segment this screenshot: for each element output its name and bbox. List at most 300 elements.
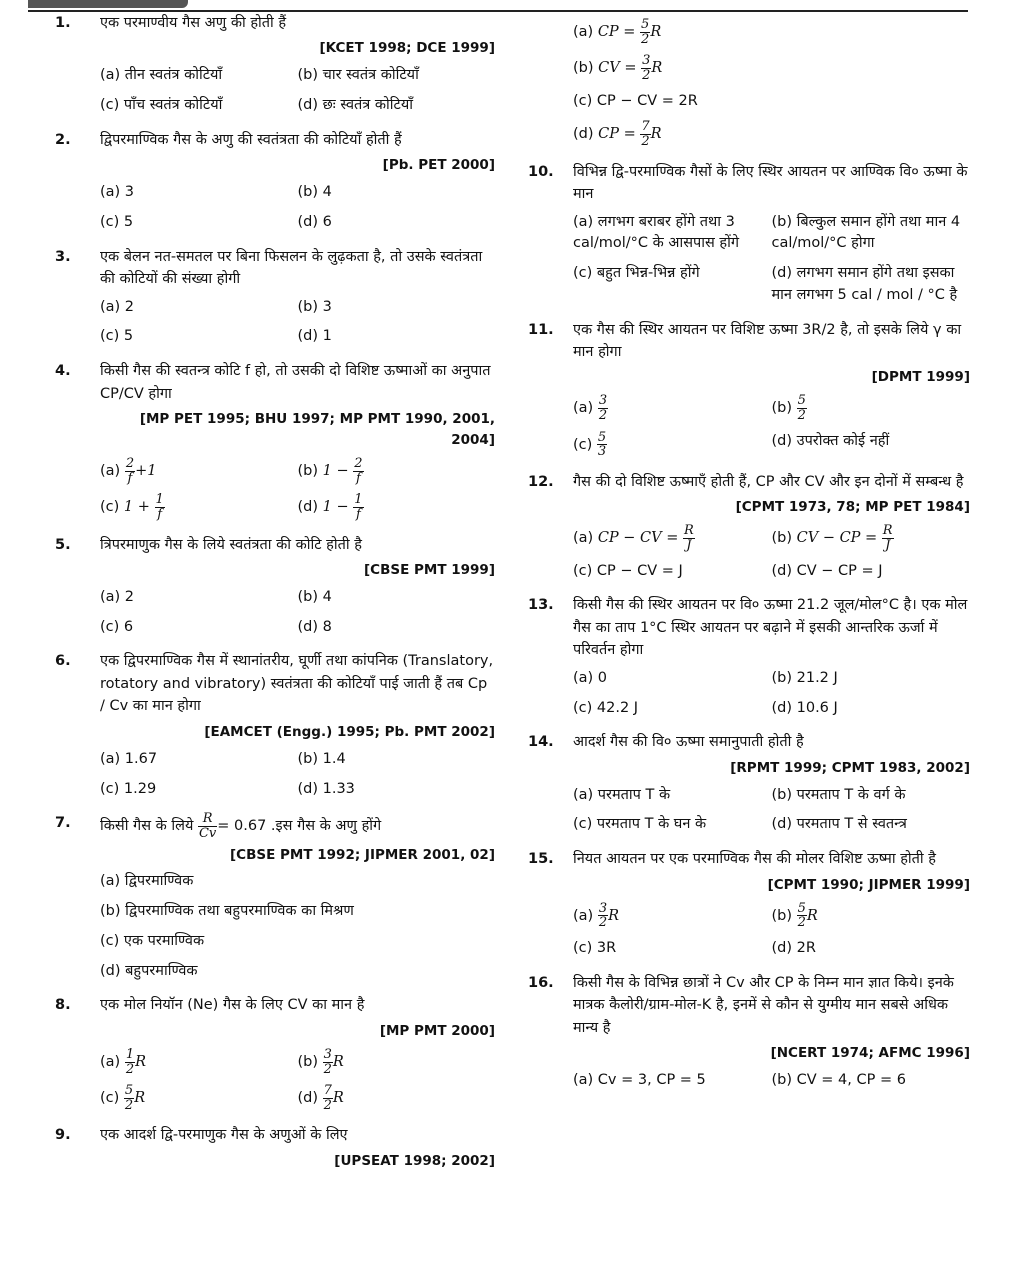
fraction-expr bbox=[125, 456, 157, 486]
fraction bbox=[597, 431, 607, 459]
option-b bbox=[573, 54, 970, 82]
question-source: [MP PET 1995; BHU 1997; MP PMT 1990, 2001, 2004] bbox=[139, 411, 495, 449]
option-d bbox=[772, 263, 971, 307]
fraction-expr bbox=[322, 492, 364, 522]
question-text: त्रिपरमाणुक गैस के लिये स्वतंत्रता की कोटि होती है bbox=[100, 536, 362, 553]
fraction bbox=[198, 812, 217, 840]
question-text: किसी गैस की स्थिर आयतन पर वि० ऊष्मा 21.2 जूल/मोल°C है। एक मोल गैस का ताप 1°C स्थिर आयतन पर बढ़ाने में इसकी आन्तरिक ऊर्जा में परिवर्तन होगा bbox=[573, 597, 968, 659]
option-d bbox=[298, 617, 496, 639]
question-17 bbox=[528, 972, 970, 1100]
denominator: 2 bbox=[125, 1061, 135, 1077]
option-label: (a) परमताप T के bbox=[573, 786, 671, 803]
fraction bbox=[797, 902, 807, 930]
option-label: (c) CP − CV = 2R bbox=[573, 92, 698, 109]
question-source: [NCERT 1974; AFMC 1996] bbox=[770, 1045, 970, 1061]
question-text: आदर्श गैस की वि० ऊष्मा समानुपाती होती है bbox=[573, 734, 804, 751]
option-label: (b) bbox=[771, 530, 793, 547]
question-text: एक बेलन नत-समतल पर बिना फिसलन के लुढ़कता है, तो उसके स्वतंत्रता की कोटियों की संख्या होगी bbox=[100, 248, 483, 288]
denominator: 2 bbox=[642, 67, 651, 83]
numerator: 5 bbox=[641, 17, 650, 32]
option-a bbox=[100, 182, 298, 204]
fraction bbox=[353, 493, 363, 521]
denominator: 2 bbox=[641, 133, 650, 149]
option-label: (c) 3R bbox=[573, 939, 617, 956]
option-b bbox=[772, 668, 971, 690]
option-d bbox=[298, 95, 496, 117]
question-number: 8. bbox=[55, 997, 71, 1014]
option-label: (a) तीन स्वतंत्र कोटियाँ bbox=[100, 67, 223, 84]
numerator: 5 bbox=[797, 900, 806, 916]
question-6 bbox=[55, 650, 495, 808]
question-source: [CBSE PMT 1992; JIPMER 2001, 02] bbox=[230, 846, 495, 863]
fraction bbox=[353, 457, 363, 485]
options bbox=[573, 524, 970, 590]
denominator: f bbox=[127, 470, 133, 486]
option-label: (a) bbox=[573, 907, 594, 924]
option-a bbox=[100, 1048, 298, 1076]
option-label: (b) 21.2 J bbox=[771, 669, 838, 686]
numerator: R bbox=[198, 812, 217, 827]
numerator: 3 bbox=[323, 1046, 332, 1062]
fraction-prefix: CV = bbox=[598, 60, 637, 77]
option-c bbox=[100, 326, 298, 348]
option-label: (c) 1.29 bbox=[100, 780, 157, 797]
option-b bbox=[298, 182, 496, 204]
fraction-suffix: R bbox=[651, 60, 663, 77]
fraction-prefix: 1 − bbox=[322, 463, 349, 480]
question-2 bbox=[55, 129, 495, 242]
numerator: 1 bbox=[125, 1046, 135, 1062]
fraction-expr bbox=[323, 1046, 344, 1077]
option-label: (c) CP − CV = J bbox=[573, 562, 683, 579]
question-number: 10. bbox=[528, 163, 554, 180]
fraction bbox=[598, 394, 608, 422]
option-label: (c) 5 bbox=[100, 214, 134, 231]
option-label: (a) 2 bbox=[100, 588, 135, 605]
options bbox=[573, 785, 970, 845]
question-8 bbox=[55, 994, 495, 1120]
options bbox=[573, 18, 970, 157]
fraction bbox=[124, 1084, 134, 1112]
option-c bbox=[100, 779, 298, 801]
question-3 bbox=[55, 246, 495, 356]
options bbox=[100, 65, 495, 125]
option-b bbox=[298, 297, 496, 319]
option-label: (d) बहुपरमाण्विक bbox=[100, 962, 198, 979]
left-column bbox=[55, 12, 495, 1176]
options bbox=[100, 182, 495, 242]
question-5 bbox=[55, 534, 495, 647]
options bbox=[100, 457, 495, 530]
option-d bbox=[298, 779, 496, 801]
fraction bbox=[640, 18, 650, 46]
option-c bbox=[100, 212, 298, 234]
fraction-prefix: 1 − bbox=[322, 499, 349, 516]
fraction-suffix: R bbox=[806, 907, 818, 924]
options bbox=[573, 394, 970, 467]
option-a bbox=[573, 524, 772, 552]
option-label: (d) उपरोक्त कोई नहीं bbox=[771, 432, 890, 449]
numerator: 5 bbox=[124, 1083, 134, 1099]
option-b bbox=[298, 457, 496, 485]
option-d bbox=[573, 120, 970, 148]
option-b bbox=[100, 901, 495, 923]
option-label: (c) bbox=[100, 1090, 120, 1107]
fraction-suffix: R bbox=[135, 1054, 147, 1071]
question-number: 12. bbox=[528, 473, 554, 490]
denominator: 3 bbox=[597, 444, 607, 460]
option-label: (c) परमताप T के घन के bbox=[573, 816, 707, 833]
fraction-prefix: CV − CP = bbox=[796, 530, 878, 547]
numerator: 5 bbox=[597, 429, 607, 445]
option-label: (a) bbox=[573, 24, 594, 41]
fraction bbox=[598, 902, 608, 930]
option-a bbox=[100, 297, 298, 319]
option-label: (a) Cv = 3, CP = 5 bbox=[573, 1071, 706, 1088]
option-c bbox=[573, 814, 772, 836]
question-number: 3. bbox=[55, 248, 71, 265]
question-source: [EAMCET (Engg.) 1995; Pb. PMT 2002] bbox=[204, 723, 495, 740]
question-source: [Pb. PET 2000] bbox=[382, 157, 495, 174]
denominator: 2 bbox=[797, 915, 806, 931]
fraction-expr bbox=[598, 393, 608, 424]
option-label: (b) बिल्कुल समान होंगे तथा मान 4 cal/mol/°C होगा bbox=[771, 213, 961, 252]
question-source: [KCET 1998; DCE 1999] bbox=[319, 40, 495, 57]
option-label: (c) bbox=[573, 436, 593, 453]
denominator: 2 bbox=[124, 1097, 134, 1113]
fraction-expr bbox=[598, 53, 663, 83]
question-source: [CBSE PMT 1999] bbox=[364, 562, 495, 579]
numerator: 7 bbox=[641, 119, 650, 135]
option-label: (d) छः स्वतंत्र कोटियाँ bbox=[297, 97, 414, 114]
denominator: 2 bbox=[797, 408, 806, 424]
question-text: किसी गैस के लिये bbox=[100, 818, 194, 835]
option-label: (c) 5 bbox=[100, 328, 134, 345]
numerator: 7 bbox=[323, 1083, 332, 1099]
question-number: 9. bbox=[55, 1127, 71, 1144]
option-b bbox=[298, 1048, 496, 1076]
question-source: [MP PMT 2000] bbox=[379, 1022, 495, 1039]
numerator: 5 bbox=[797, 393, 806, 409]
fraction bbox=[882, 524, 894, 552]
fraction bbox=[323, 1084, 333, 1112]
option-c bbox=[100, 931, 495, 953]
question-11 bbox=[528, 161, 970, 315]
numerator: 3 bbox=[598, 900, 608, 916]
question-text: एक मोल नियॉन (Ne) गैस के लिए CV का मान है bbox=[100, 997, 365, 1014]
option-label: (b) bbox=[573, 60, 594, 77]
option-label: (c) 42.2 J bbox=[573, 699, 639, 716]
option-label: (a) bbox=[573, 530, 594, 547]
question-1 bbox=[55, 12, 495, 125]
option-d bbox=[772, 561, 971, 583]
option-label: (d) 6 bbox=[297, 214, 332, 231]
fraction-expr bbox=[597, 17, 662, 47]
question-number: 5. bbox=[55, 536, 71, 553]
option-label: (b) bbox=[297, 463, 319, 480]
fraction-expr bbox=[797, 393, 807, 424]
option-label: (a) 2 bbox=[100, 298, 135, 315]
option-a bbox=[573, 18, 970, 46]
fraction-expr bbox=[323, 1083, 344, 1113]
option-d bbox=[772, 431, 971, 459]
fraction bbox=[641, 54, 651, 82]
options bbox=[573, 902, 970, 968]
option-a bbox=[573, 212, 772, 256]
fraction-suffix: +1 bbox=[135, 463, 157, 480]
denominator: 2 bbox=[323, 1061, 332, 1077]
denominator: J bbox=[885, 537, 891, 553]
option-label: (b) 3 bbox=[297, 298, 332, 315]
option-b bbox=[772, 394, 971, 422]
option-a bbox=[573, 1070, 772, 1092]
options bbox=[100, 749, 495, 809]
denominator: 2 bbox=[598, 408, 608, 424]
options bbox=[100, 871, 495, 990]
options bbox=[573, 1070, 970, 1100]
fraction-suffix: R bbox=[134, 1090, 146, 1107]
option-label: (b) 1.4 bbox=[297, 750, 346, 767]
question-text: किसी गैस की स्वतन्त्र कोटि f हो, तो उसकी दो विशिष्ट ऊष्माओं का अनुपात CP/CV होगा bbox=[100, 363, 491, 402]
option-a bbox=[100, 65, 298, 87]
option-c bbox=[100, 1084, 298, 1112]
option-a bbox=[100, 749, 298, 771]
option-label: (d) 1.33 bbox=[297, 780, 355, 797]
option-d bbox=[772, 938, 971, 960]
question-source: [DPMT 1999] bbox=[871, 369, 970, 386]
options bbox=[100, 587, 495, 647]
option-label: (d) 8 bbox=[297, 618, 332, 635]
question-text: गैस की दो विशिष्ट ऊष्माएँ होती हैं, CP और CV और इन दोनों में सम्बन्ध है bbox=[573, 473, 964, 490]
header-rule bbox=[28, 0, 968, 12]
question-text: विभिन्न द्वि-परमाण्विक गैसों के लिए स्थिर आयतन पर आण्विक वि० ऊष्मा के मान bbox=[573, 163, 968, 203]
fraction-suffix: R bbox=[332, 1090, 344, 1107]
option-label: (b) bbox=[771, 907, 793, 924]
option-c bbox=[573, 91, 970, 113]
denominator: f bbox=[355, 470, 361, 486]
option-label: (c) एक परमाण्विक bbox=[100, 932, 205, 949]
option-a bbox=[100, 457, 298, 485]
option-c bbox=[100, 617, 298, 639]
option-b bbox=[772, 785, 971, 807]
fraction-expr bbox=[597, 523, 695, 553]
denominator: 2 bbox=[641, 31, 650, 47]
fraction-prefix: CP = bbox=[597, 24, 636, 41]
fraction-suffix: R bbox=[650, 126, 662, 143]
option-label: (b) परमताप T के वर्ग के bbox=[771, 786, 906, 803]
option-label: (d) bbox=[297, 499, 319, 516]
question-16 bbox=[528, 848, 970, 967]
option-b bbox=[772, 902, 971, 930]
option-label: (d) परमताप T से स्वतन्त्र bbox=[771, 816, 907, 833]
numerator: R bbox=[882, 523, 893, 539]
options bbox=[573, 212, 970, 315]
numerator: R bbox=[683, 523, 694, 539]
question-source: [CPMT 1990; JIPMER 1999] bbox=[767, 876, 970, 893]
option-label: (a) लगभग बराबर होंगे तथा 3 cal/mol/°C के आसपास होंगे bbox=[573, 213, 740, 252]
header-tab bbox=[28, 0, 188, 8]
option-b bbox=[298, 587, 496, 609]
option-label: (b) 4 bbox=[297, 184, 332, 201]
numerator: 2 bbox=[125, 456, 135, 471]
option-label: (b) चार स्वतंत्र कोटियाँ bbox=[297, 67, 419, 84]
denominator: Cv bbox=[198, 825, 217, 841]
question-text: नियत आयतन पर एक परमाण्विक गैस की मोलर विशिष्ट ऊष्मा होती है bbox=[573, 851, 936, 868]
denominator: 2 bbox=[598, 915, 608, 931]
option-c bbox=[573, 431, 772, 459]
fraction bbox=[797, 394, 807, 422]
option-label: (b) bbox=[771, 400, 793, 417]
fraction bbox=[640, 120, 650, 148]
option-d bbox=[772, 814, 971, 836]
option-label: (a) 0 bbox=[573, 669, 608, 686]
fraction-suffix: R bbox=[650, 24, 662, 41]
option-label: (d) 2R bbox=[771, 939, 816, 956]
option-label: (a) 3 bbox=[100, 184, 135, 201]
fraction bbox=[323, 1048, 333, 1076]
option-a bbox=[100, 871, 495, 893]
question-12 bbox=[528, 319, 970, 467]
option-c bbox=[573, 938, 772, 960]
question-9 bbox=[55, 1124, 495, 1171]
question-number: 13. bbox=[528, 597, 554, 614]
fraction-expr bbox=[124, 1083, 146, 1113]
question-number: 14. bbox=[528, 734, 554, 751]
fraction-prefix: CP = bbox=[598, 126, 636, 143]
fraction-expr bbox=[125, 1046, 147, 1077]
option-c bbox=[573, 698, 772, 720]
option-label: (d) bbox=[297, 1090, 319, 1107]
option-label: (c) बहुत भिन्न-भिन्न होंगे bbox=[573, 265, 700, 282]
question-number: 7. bbox=[55, 815, 71, 832]
option-c bbox=[573, 561, 772, 583]
option-d bbox=[298, 493, 496, 521]
question-number: 2. bbox=[55, 131, 71, 148]
option-label: (a) bbox=[100, 1054, 121, 1071]
question-15 bbox=[528, 731, 970, 844]
denominator: 2 bbox=[323, 1097, 332, 1113]
option-a bbox=[573, 394, 772, 422]
fraction-expr bbox=[598, 900, 620, 931]
fraction-expr bbox=[123, 492, 165, 522]
option-b bbox=[772, 1070, 971, 1092]
question-text: एक द्विपरमाण्विक गैस में स्थानांतरीय, घूर्णी तथा कांपनिक (Translatory, rotatory and vibratory) स्वतंत्रता की कोटियाँ पाई जाती हैं तब Cp / Cv का मान होगा bbox=[100, 653, 494, 715]
option-label: (c) पाँच स्वतंत्र कोटियाँ bbox=[100, 97, 223, 114]
fraction bbox=[125, 1048, 135, 1076]
question-source: [CPMT 1973, 78; MP PET 1984] bbox=[735, 499, 970, 516]
option-a bbox=[573, 785, 772, 807]
question-text-cont: = 0.67 .इस गैस के अणु होंगे bbox=[217, 818, 382, 835]
question-number: 6. bbox=[55, 653, 71, 670]
fraction bbox=[125, 457, 135, 485]
fraction-suffix: R bbox=[332, 1054, 344, 1071]
question-number: 15. bbox=[528, 851, 554, 868]
numerator: 3 bbox=[598, 393, 608, 409]
options bbox=[573, 668, 970, 728]
question-10 bbox=[528, 18, 970, 157]
option-label: (d) CV − CP = J bbox=[771, 562, 883, 579]
question-number: 16. bbox=[528, 974, 554, 991]
options bbox=[100, 297, 495, 357]
question-source: [RPMT 1999; CPMT 1983, 2002] bbox=[730, 759, 970, 776]
question-14 bbox=[528, 594, 970, 727]
question-7 bbox=[55, 812, 495, 990]
option-label: (a) द्विपरमाण्विक bbox=[100, 873, 194, 890]
option-label: (b) CV = 4, CP = 6 bbox=[771, 1071, 906, 1088]
option-c bbox=[100, 95, 298, 117]
option-label: (b) द्विपरमाण्विक तथा बहुपरमाण्विक का मिश्रण bbox=[100, 903, 354, 920]
option-label: (d) 1 bbox=[297, 328, 332, 345]
fraction bbox=[683, 524, 695, 552]
fraction bbox=[155, 493, 165, 521]
right-column bbox=[528, 12, 970, 1104]
question-text: एक गैस की स्थिर आयतन पर विशिष्ट ऊष्मा 3R/2 है, तो इसके लिये γ का मान होगा bbox=[573, 321, 962, 360]
option-label: (a) bbox=[100, 463, 121, 480]
option-label: (b) 4 bbox=[297, 588, 332, 605]
options bbox=[100, 1048, 495, 1121]
option-d bbox=[100, 961, 495, 983]
option-c bbox=[100, 493, 298, 521]
option-d bbox=[772, 698, 971, 720]
option-a bbox=[573, 902, 772, 930]
fraction-expr bbox=[597, 429, 607, 460]
question-text: एक आदर्श द्वि-परमाणुक गैस के अणुओं के लिए bbox=[100, 1127, 348, 1144]
option-b bbox=[772, 212, 971, 256]
fraction-expr bbox=[796, 523, 894, 553]
option-label: (d) लगभग समान होंगे तथा इसका मान लगभग 5 cal / mol / °C है bbox=[771, 265, 958, 303]
fraction-expr bbox=[198, 811, 217, 841]
question-13 bbox=[528, 471, 970, 590]
option-label: (a) 1.67 bbox=[100, 750, 158, 767]
option-d bbox=[298, 1084, 496, 1112]
fraction-prefix: CP − CV = bbox=[597, 530, 679, 547]
option-b bbox=[772, 524, 971, 552]
option-b bbox=[298, 749, 496, 771]
option-label: (a) bbox=[573, 400, 594, 417]
option-d bbox=[298, 326, 496, 348]
option-label: (c) 6 bbox=[100, 618, 134, 635]
question-text: किसी गैस के विभिन्न छात्रों ने Cv और CP के निम्न मान ज्ञात किये। इनके मात्रक कैलोरी/ग्राम-मोल-K है, इनमें से कौन से युग्मीय मान सबसे अधिक मान्य है bbox=[573, 974, 954, 1036]
fraction-suffix: R bbox=[608, 907, 620, 924]
option-d bbox=[298, 212, 496, 234]
question-source: [UPSEAT 1998; 2002] bbox=[334, 1152, 495, 1169]
fraction-expr bbox=[598, 119, 662, 149]
numerator: 1 bbox=[155, 492, 164, 508]
question-number: 11. bbox=[528, 321, 554, 338]
option-label: (c) bbox=[100, 499, 120, 516]
denominator: f bbox=[157, 506, 163, 522]
question-number: 4. bbox=[55, 363, 71, 380]
option-b bbox=[298, 65, 496, 87]
option-label: (d) 10.6 J bbox=[771, 699, 838, 716]
numerator: 2 bbox=[354, 456, 363, 471]
numerator: 1 bbox=[354, 492, 363, 508]
denominator: J bbox=[686, 537, 692, 553]
option-label: (d) bbox=[573, 126, 594, 143]
option-a bbox=[573, 668, 772, 690]
fraction-expr bbox=[322, 456, 364, 486]
option-a bbox=[100, 587, 298, 609]
question-text: एक परमाण्वीय गैस अणु की होती हैं bbox=[100, 15, 287, 31]
question-4 bbox=[55, 360, 495, 529]
denominator: f bbox=[355, 506, 361, 522]
option-label: (b) bbox=[297, 1054, 319, 1071]
fraction-prefix: 1 + bbox=[123, 499, 150, 516]
question-text: द्विपरमाण्विक गैस के अणु की स्वतंत्रता की कोटियाँ होती हैं bbox=[100, 131, 402, 148]
option-c bbox=[573, 263, 772, 307]
fraction-expr bbox=[797, 900, 818, 931]
question-number: 1. bbox=[55, 15, 71, 31]
